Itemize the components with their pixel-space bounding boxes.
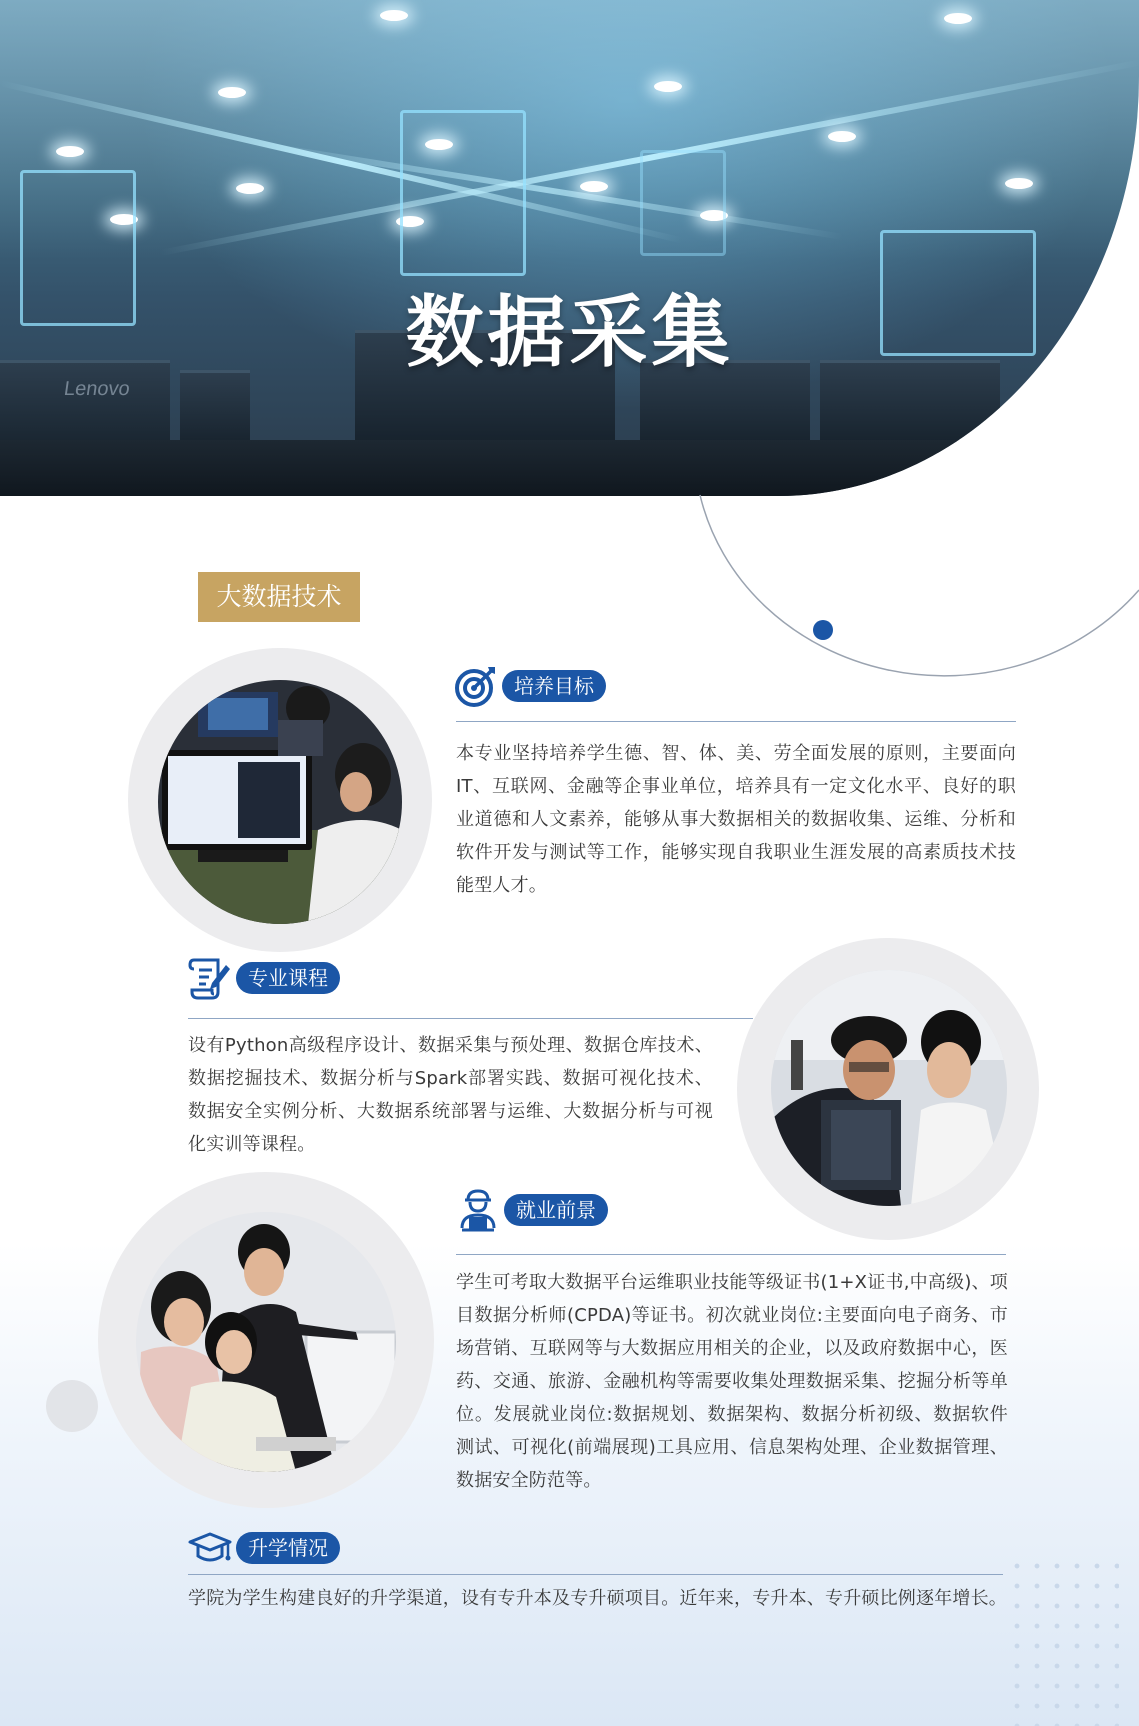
photo-teacher-students [136, 1212, 396, 1472]
target-icon [454, 664, 498, 708]
graduation-cap-icon [188, 1526, 232, 1570]
divider [456, 721, 1016, 722]
section-title: 升学情况 [236, 1532, 340, 1564]
brand-text: Lenovo [62, 378, 132, 400]
hero-title: 数据采集 [405, 288, 734, 378]
photo-student-computer [158, 680, 402, 924]
divider [188, 1574, 1003, 1575]
divider [188, 1018, 753, 1019]
section-title: 培养目标 [502, 670, 606, 702]
decor-grey-dot [46, 1380, 98, 1432]
section-title: 专业课程 [236, 962, 340, 994]
section-text: 学生可考取大数据平台运维职业技能等级证书(1+X证书,中高级)、项目数据分析师(CPDA)等证书。初次就业岗位:主要面向电子商务、市场营销、互联网等与大数据应用相关的企业，以及政府数据中心，医药、交通、旅游、金融机构等需要收集处理数据采集、挖掘分析等单位。发展就业岗位:数据规划、数据架构、数据分析初级、数据软件测试、可视化(前端展现)工具应用、信息架构处理、企业数据管理、数据安全防范等。 [456, 1272, 1008, 1491]
section-text: 设有Python高级程序设计、数据采集与预处理、数据仓库技术、数据挖掘技术、数据分析与Spark部署实践、数据可视化技术、数据安全实例分析、大数据系统部署与运维、大数据分析与可视化实训等课程。 [188, 1035, 713, 1155]
worker-laptop-icon [456, 1188, 500, 1232]
scroll-pen-icon [188, 956, 232, 1000]
section-title: 就业前景 [504, 1194, 608, 1226]
decor-dot-grid [1007, 1556, 1119, 1726]
section-heading-courses [188, 956, 340, 1000]
section-heading-further-study [188, 1526, 340, 1570]
decor-arc [0, 0, 1139, 700]
divider [456, 1254, 1006, 1255]
decor-dot [813, 620, 833, 640]
section-heading-employment [456, 1188, 608, 1232]
photo-students-working [771, 970, 1007, 1206]
section-text: 本专业坚持培养学生德、智、体、美、劳全面发展的原则，主要面向IT、互联网、金融等企事业单位，培养具有一定文化水平、良好的职业道德和人文素养，能够从事大数据相关的数据收集、运维、分析和软件开发与测试等工作，能够实现自我职业生涯发展的高素质技术技能型人才。 [456, 743, 1016, 896]
major-tag: 大数据技术 [198, 572, 360, 622]
section-text: 学院为学生构建良好的升学渠道，设有专升本及专升硕项目。近年来，专升本、专升硕比例逐年增长。 [188, 1588, 1007, 1609]
section-heading-training [454, 664, 606, 708]
